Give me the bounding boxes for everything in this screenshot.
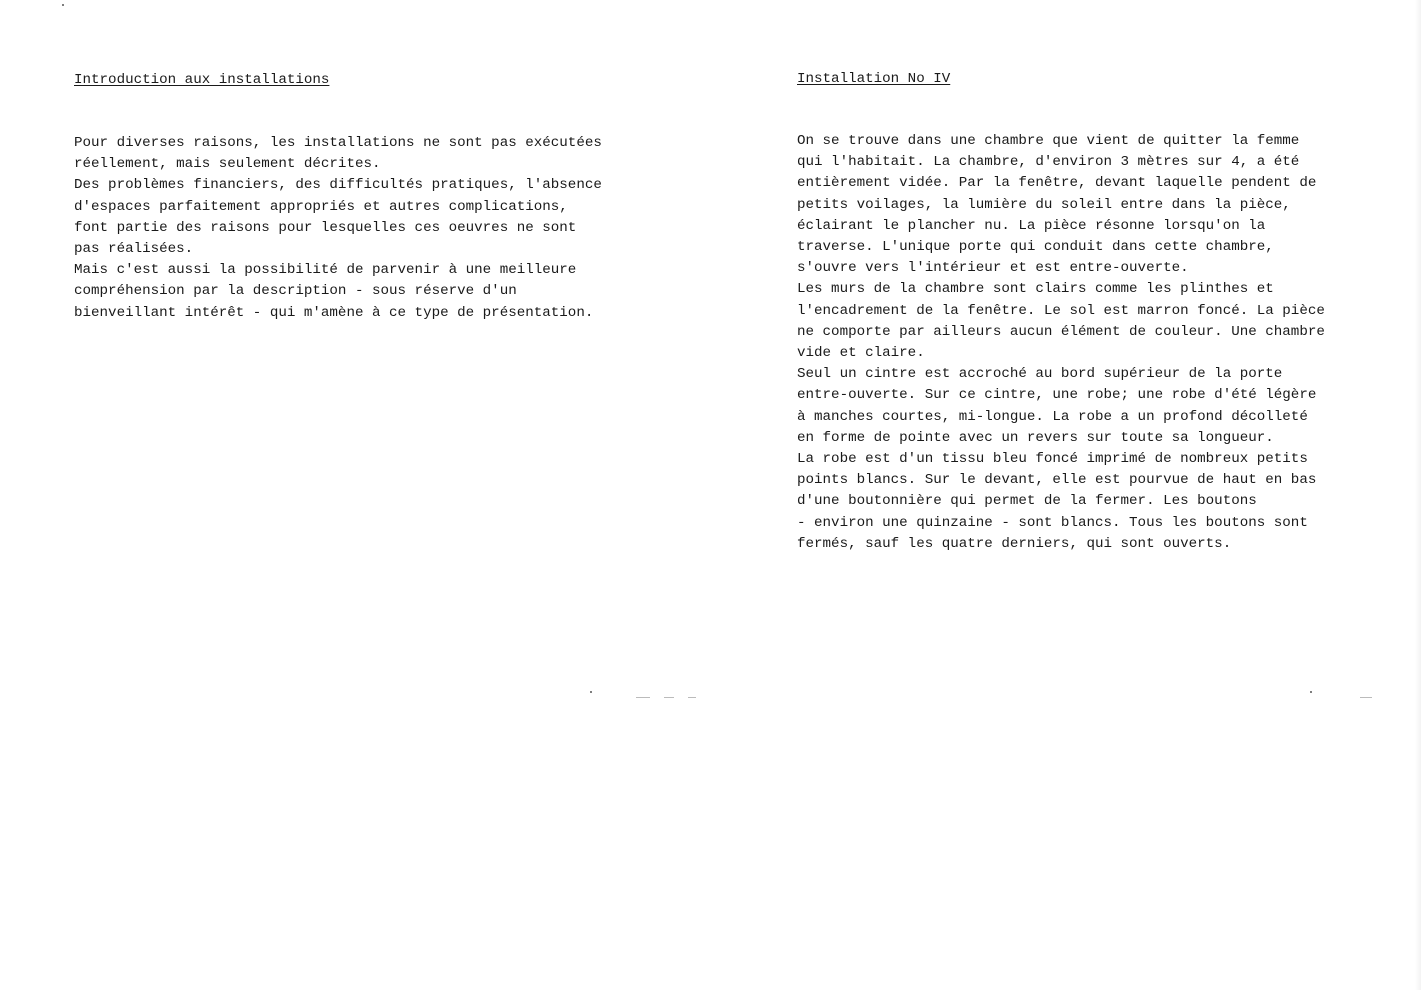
text-line: pas réalisées. [74, 241, 194, 258]
scan-dash [1360, 697, 1372, 698]
text-line: réellement, mais seulement décrites. [74, 156, 381, 173]
text-line: d'espaces parfaitement appropriés et autres complications, [74, 198, 568, 215]
text-line: Les murs de la chambre sont clairs comme les plinthes et [797, 281, 1274, 298]
text-line: - environ une quinzaine - sont blancs. Tous les boutons sont [797, 514, 1308, 531]
scan-speck [62, 4, 64, 6]
text-line: vide et claire. [797, 345, 925, 362]
text-line: en forme de pointe avec un revers sur toute sa longueur. [797, 429, 1274, 446]
text-line: qui l'habitait. La chambre, d'environ 3 mètres sur 4, a été [797, 154, 1300, 171]
left-page-heading: Introduction aux installations [74, 72, 330, 88]
text-line: points blancs. Sur le devant, elle est pourvue de haut en bas [797, 472, 1317, 489]
right-page-heading: Installation No IV [797, 71, 951, 87]
text-line: Mais c'est aussi la possibilité de parvenir à une meilleure [74, 262, 577, 279]
text-line: Pour diverses raisons, les installations ne sont pas exécutées [74, 135, 602, 151]
scan-dash [664, 697, 674, 698]
text-line: d'une boutonnière qui permet de la fermer. Les boutons [797, 493, 1257, 510]
text-line: font partie des raisons pour lesquelles ces oeuvres ne sont [74, 219, 577, 236]
text-line: l'encadrement de la fenêtre. Le sol est marron foncé. La pièce [797, 302, 1325, 319]
left-page-body [74, 133, 602, 324]
text-line: traverse. L'unique porte qui conduit dans cette chambre, [797, 239, 1274, 256]
text-line: petits voilages, la lumière du soleil entre dans la pièce, [797, 196, 1291, 213]
right-page [710, 0, 1421, 990]
scan-edge-shadow [1415, 0, 1421, 990]
text-line: entre-ouverte. Sur ce cintre, une robe; une robe d'été légère [797, 387, 1317, 404]
left-page [0, 0, 710, 990]
right-page-body [797, 131, 1325, 555]
scan-dash [636, 697, 650, 698]
scan-speck [590, 691, 592, 693]
text-line: Des problèmes financiers, des difficultés pratiques, l'absence [74, 177, 602, 194]
text-line: On se trouve dans une chambre que vient de quitter la femme [797, 133, 1300, 149]
text-line: à manches courtes, mi-longue. La robe a un profond décolleté [797, 408, 1308, 425]
text-line: entièrement vidée. Par la fenêtre, devant laquelle pendent de [797, 175, 1317, 192]
scan-dash [688, 697, 696, 698]
text-line: Seul un cintre est accroché au bord supérieur de la porte [797, 366, 1283, 383]
text-line: éclairant le plancher nu. La pièce résonne lorsqu'on la [797, 217, 1266, 234]
text-line: La robe est d'un tissu bleu foncé imprimé de nombreux petits [797, 451, 1308, 468]
text-line: s'ouvre vers l'intérieur et est entre-ouverte. [797, 260, 1189, 277]
text-line: ne comporte par ailleurs aucun élément de couleur. Une chambre [797, 323, 1325, 340]
text-line: compréhension par la description - sous réserve d'un [74, 283, 517, 300]
text-line: bienveillant intérêt - qui m'amène à ce type de présentation. [74, 304, 594, 321]
scan-speck [1310, 691, 1312, 693]
text-line: fermés, sauf les quatre derniers, qui sont ouverts. [797, 535, 1232, 552]
